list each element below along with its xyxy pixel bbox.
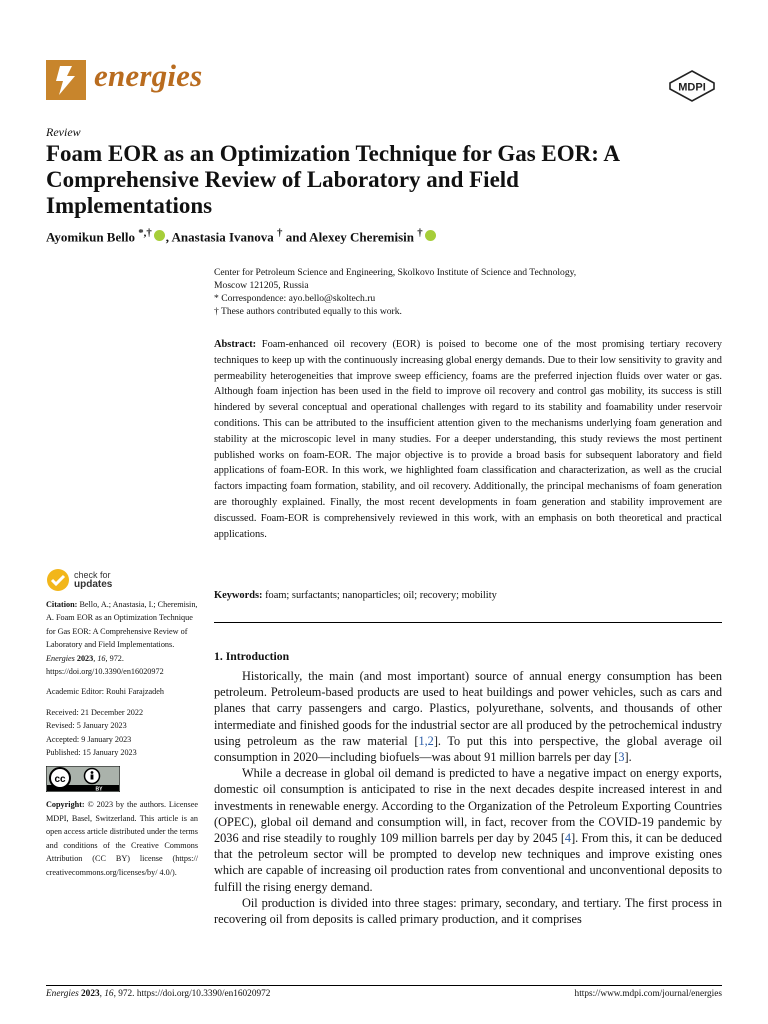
keywords-text: foam; surfactants; nanoparticles; oil; recovery; mobility xyxy=(262,590,497,601)
footer-doi-link[interactable]: , 972. https://doi.org/10.3390/en16020972 xyxy=(113,989,271,999)
check-for-updates-button[interactable] xyxy=(46,568,112,592)
orcid-icon[interactable] xyxy=(154,230,165,241)
article-type: Review xyxy=(46,125,81,139)
abstract-text: Foam-enhanced oil recovery (EOR) is poised to become one of the most promising tertiary recovery techniques to keep up with the continuously increasing global energy demands. Due to their low sensitivity to gravity and permeability heterogeneities that improve sweep efficiency, foams are the preferred injection fluids over water or gas. Although foam injection has been used in the field to improve oil recovery and control gas mobility, its success is still hindered by several conceptual and operational challenges with regard to its stability and foamability under reservoir conditions. This can be attributed to the insufficient attention given to the mechanisms underlying foam generation and stability at the microscopic level in many studies. For a deeper understanding, this study reviews the most pertinent published works on foam-EOR. The major objective is to provide a broad basis for subsequent laboratory and field applications of foam-EOR. In this work, we highlighted foam classification and characterization, as well as the crucial factors impacting foam formation, stability, and oil recovery. Additionally, the principal mechanisms of foam generation are thoroughly explained. Finally, the most recent developments in foam generation and stability improvement are discussed. Foam-EOR is comprehensively reviewed in this work, with an emphasis on both theoretical and practical applications. xyxy=(214,339,722,540)
keywords xyxy=(214,590,722,601)
abstract-label: Abstract: xyxy=(214,339,257,350)
footer-journal-url[interactable]: https://www.mdpi.com/journal/energies xyxy=(574,989,722,999)
mdpi-logo xyxy=(668,70,716,102)
energies-logo xyxy=(46,60,86,100)
footer-divider xyxy=(46,985,722,986)
check-updates-icon xyxy=(46,568,70,592)
copyright-notice: Copyright: © 2023 by the authors. Licensee MDPI, Basel, Switzerland. This article is an open access article distributed under the terms and conditions of the Creative Commons Attribution (CC BY) license (https:// creativecommons.org/licenses/by/ 4.0/). xyxy=(46,800,198,877)
svg-text:BY: BY xyxy=(95,786,103,793)
citation-link[interactable]: 1,2 xyxy=(418,733,434,748)
check-updates-line: updates xyxy=(74,579,113,590)
sidebar xyxy=(46,598,198,879)
citation-link[interactable]: 3 xyxy=(618,750,625,765)
author-marks: † xyxy=(277,227,283,239)
paragraph: Historically, the main (and most important) source of annual energy consumption has been petroleum. Petroleum-based products are used to heat buildings and power vehicles, such as cars and planes that carry passengers and cargo. Plastics, polyurethane, solvents, and thousands of other intermediate and finished goods for the industrial sector are all produced by the petrochemical industry using petroleum as the raw material [1,2]. To put this into perspective, the global average oil consumption in 2020—including biofuels—was about 91 million barrels per day [3]. xyxy=(214,669,722,765)
affiliation-block xyxy=(214,266,654,318)
author-marks: † xyxy=(417,227,423,239)
author-name[interactable]: and Alexey Cheremisin xyxy=(282,229,415,245)
body-text xyxy=(214,668,722,927)
author-marks: *,† xyxy=(138,227,152,239)
correspondence-line: * Correspondence: ayo.bello@skoltech.ru xyxy=(214,293,376,304)
svg-text:cc: cc xyxy=(54,774,66,786)
doi-link[interactable]: , 972. https://doi.org/10.3390/en16020972 xyxy=(46,653,164,677)
mdpi-logo-text: MDPI xyxy=(678,81,706,94)
citation-block: Citation: Bello, A.; Anastasia, I.; Cheremisin, A. Foam EOR as an Optimization Technique for Gas EOR: A Comprehensive Review of Laboratory and Field Implementations. Energies 2023, 16, 972. https://doi.org/10.3390/en16020972 xyxy=(46,600,198,677)
check-updates-line: check for xyxy=(74,570,111,580)
keywords-label: Keywords: xyxy=(214,590,263,601)
author-name[interactable]: Ayomikun Bello xyxy=(46,229,135,245)
paragraph: While a decrease in global oil demand is predicted to have a negative impact on energy exports, domestic oil consumption is anticipated to rise in the next decades despite increased interest in and investments in renewable energy. According to the Organization of the Petroleum Exporting Countries (OPEC), global oil demand and consumption will, in fact, recover from the COVID-19 pandemic by 2036 and rise steadily to roughly 109 million barrels per day by 2045 [4]. From this, it can be deduced that the petroleum sector will be prompted to develop new techniques and improve existing ones which are capable of increasing oil production rates from conventional and unconventional deposits to fulfill the rising energy demand. xyxy=(214,766,722,894)
academic-editor: Academic Editor: Rouhi Farajzadeh xyxy=(46,687,164,697)
section-divider xyxy=(214,622,722,623)
paragraph: Oil production is divided into three stages: primary, secondary, and tertiary. The first process in recovering oil from deposits is called primary production, and it comprises xyxy=(214,895,722,927)
affiliation-line: Moscow 121205, Russia xyxy=(214,280,309,291)
citation-link[interactable]: 4 xyxy=(564,831,572,846)
equal-contribution-note: † These authors contributed equally to this work. xyxy=(214,306,402,317)
section-heading: 1. Introduction xyxy=(214,650,290,663)
footer-citation: Energies 2023, 16, 972. https://doi.org/10.3390/en16020972 xyxy=(46,989,271,999)
orcid-icon[interactable] xyxy=(425,230,436,241)
author-list xyxy=(46,227,437,245)
author-name[interactable]: , Anastasia Ivanova xyxy=(165,229,274,245)
abstract xyxy=(214,337,722,542)
article-title: Foam EOR as an Optimization Technique for Gas EOR: A Comprehensive Review of Laboratory and Field Implementations xyxy=(46,141,619,218)
affiliation-line: Center for Petroleum Science and Engineering, Skolkovo Institute of Science and Technology, xyxy=(214,267,577,278)
cc-by-license-icon[interactable] xyxy=(46,766,120,792)
dates-block: Received: 21 December 2022 Revised: 5 January 2023 Accepted: 9 January 2023 Published: 15 January 2023 xyxy=(46,707,144,758)
journal-name: energies xyxy=(94,58,203,93)
